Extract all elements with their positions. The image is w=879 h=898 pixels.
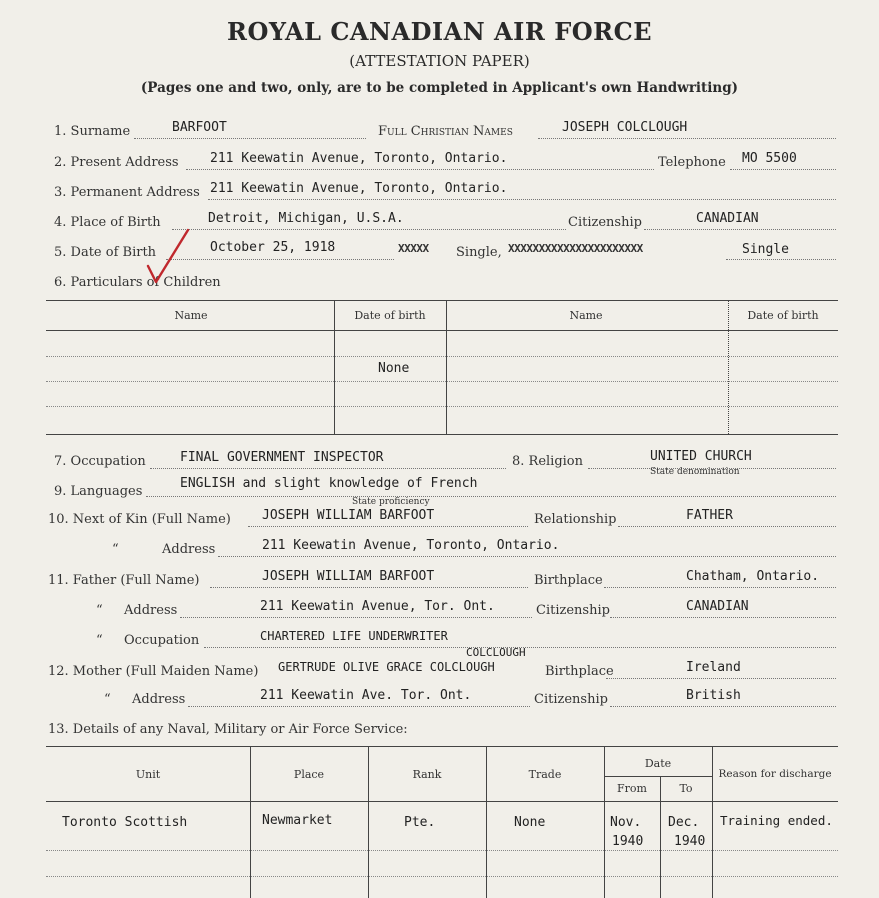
red-checkmark-icon bbox=[142, 224, 194, 290]
place-of-birth-label: 4. Place of Birth bbox=[54, 215, 161, 230]
father-citizenship-label: Citizenship bbox=[536, 603, 610, 618]
christian-names-label: Full Christian Names bbox=[378, 124, 513, 139]
service-place-value: Newmarket bbox=[262, 813, 333, 828]
place-of-birth-value: Detroit, Michigan, U.S.A. bbox=[208, 211, 404, 226]
occupation-label: 7. Occupation bbox=[54, 454, 146, 469]
religion-hint: State denomination bbox=[650, 467, 740, 477]
kin-address-value: 211 Keewatin Avenue, Toronto, Ontario. bbox=[262, 538, 560, 553]
service-to-month: Dec. bbox=[668, 815, 700, 830]
present-address-label: 2. Present Address bbox=[54, 155, 179, 170]
kin-address-label: Address bbox=[162, 542, 216, 557]
religion-value: UNITED CHURCH bbox=[650, 449, 752, 464]
service-header-date: Date bbox=[644, 757, 672, 770]
page-subtitle: (ATTESTATION PAPER) bbox=[349, 52, 530, 70]
mother-citizenship-label: Citizenship bbox=[534, 692, 608, 707]
father-name-label: 11. Father (Full Name) bbox=[48, 573, 200, 588]
service-from-month: Nov. bbox=[610, 815, 642, 830]
service-header-rank: Rank bbox=[412, 768, 442, 781]
service-reason-value: Training ended. bbox=[720, 813, 833, 828]
father-address-value: 211 Keewatin Avenue, Tor. Ont. bbox=[260, 599, 495, 614]
permanent-address-value: 211 Keewatin Avenue, Toronto, Ontario. bbox=[210, 181, 508, 196]
surname-label: 1. Surname bbox=[54, 124, 131, 139]
marital-status-value: Single bbox=[742, 242, 789, 257]
next-of-kin-label: 10. Next of Kin (Full Name) bbox=[48, 512, 231, 527]
citizenship-label: Citizenship bbox=[568, 215, 642, 230]
children-label: 6. Particulars of Children bbox=[54, 275, 221, 290]
mother-address-ditto: “ bbox=[104, 692, 111, 707]
father-address-ditto: “ bbox=[96, 603, 103, 618]
father-name-value: JOSEPH WILLIAM BARFOOT bbox=[262, 569, 435, 584]
date-of-birth-label: 5. Date of Birth bbox=[54, 245, 157, 260]
service-header-trade: Trade bbox=[528, 768, 562, 781]
service-rank-value: Pte. bbox=[404, 815, 436, 830]
languages-label: 9. Languages bbox=[54, 484, 143, 499]
service-header-place: Place bbox=[293, 768, 325, 781]
mother-address-value: 211 Keewatin Ave. Tor. Ont. bbox=[260, 688, 472, 703]
father-occupation-value: CHARTERED LIFE UNDERWRITER bbox=[260, 629, 448, 643]
service-header-to: To bbox=[679, 782, 693, 795]
religion-label: 8. Religion bbox=[512, 454, 584, 469]
children-header-dob-1: Date of birth bbox=[354, 309, 426, 322]
relationship-value: FATHER bbox=[686, 508, 733, 523]
next-of-kin-value: JOSEPH WILLIAM BARFOOT bbox=[262, 508, 435, 523]
languages-value: ENGLISH and slight knowledge of French bbox=[180, 476, 478, 491]
father-birthplace-label: Birthplace bbox=[534, 573, 603, 588]
single-label: Single, bbox=[456, 245, 502, 260]
father-citizenship-value: CANADIAN bbox=[686, 599, 749, 614]
handwriting-instruction: (Pages one and two, only, are to be completed in Applicant's own Handwriting) bbox=[140, 80, 739, 96]
children-header-name-2: Name bbox=[569, 309, 603, 322]
languages-hint: State proficiency bbox=[352, 497, 430, 507]
father-occupation-label: Occupation bbox=[124, 633, 200, 648]
mother-citizenship-value: British bbox=[686, 688, 741, 703]
children-header-name-1: Name bbox=[174, 309, 208, 322]
father-birthplace-value: Chatham, Ontario. bbox=[686, 569, 820, 584]
children-header-dob-2: Date of birth bbox=[747, 309, 819, 322]
marital-struck-1: XXXXX bbox=[398, 242, 429, 255]
telephone-label: Telephone bbox=[658, 155, 726, 170]
permanent-address-label: 3. Permanent Address bbox=[54, 185, 200, 200]
mother-address-label: Address bbox=[132, 692, 186, 707]
present-address-value: 211 Keewatin Avenue, Toronto, Ontario. bbox=[210, 151, 508, 166]
service-to-year: 1940 bbox=[674, 834, 706, 849]
mother-name-value: GERTRUDE OLIVE GRACE COLCLOUGH bbox=[278, 660, 495, 674]
service-unit-value: Toronto Scottish bbox=[62, 815, 188, 830]
mother-birthplace-value: Ireland bbox=[686, 660, 741, 675]
father-address-label: Address bbox=[124, 603, 178, 618]
page-title: ROYAL CANADIAN AIR FORCE bbox=[227, 17, 652, 46]
service-details-label: 13. Details of any Naval, Military or Air Force Service: bbox=[48, 722, 408, 737]
father-occupation-ditto: “ bbox=[96, 633, 103, 648]
service-header-unit: Unit bbox=[135, 768, 161, 781]
occupation-value: FINAL GOVERNMENT INSPECTOR bbox=[180, 450, 384, 465]
relationship-label: Relationship bbox=[534, 512, 617, 527]
christian-names-value: JOSEPH COLCLOUGH bbox=[562, 120, 688, 135]
date-of-birth-value: October 25, 1918 bbox=[210, 240, 336, 255]
mother-name-correction: COLCLOUGH bbox=[466, 646, 526, 659]
telephone-value: MO 5500 bbox=[742, 151, 797, 166]
service-header-reason: Reason for discharge bbox=[718, 768, 832, 780]
children-none-value: None bbox=[378, 361, 410, 376]
service-header-from: From bbox=[617, 782, 647, 795]
marital-struck-2: XXXXXXXXXXXXXXXXXXXXXX bbox=[508, 242, 643, 255]
mother-name-label: 12. Mother (Full Maiden Name) bbox=[48, 664, 259, 679]
service-from-year: 1940 bbox=[612, 834, 644, 849]
mother-birthplace-label: Birthplace bbox=[545, 664, 614, 679]
surname-value: BARFOOT bbox=[172, 120, 227, 135]
kin-address-ditto: “ bbox=[112, 542, 119, 557]
citizenship-value: CANADIAN bbox=[696, 211, 759, 226]
service-trade-value: None bbox=[514, 815, 546, 830]
